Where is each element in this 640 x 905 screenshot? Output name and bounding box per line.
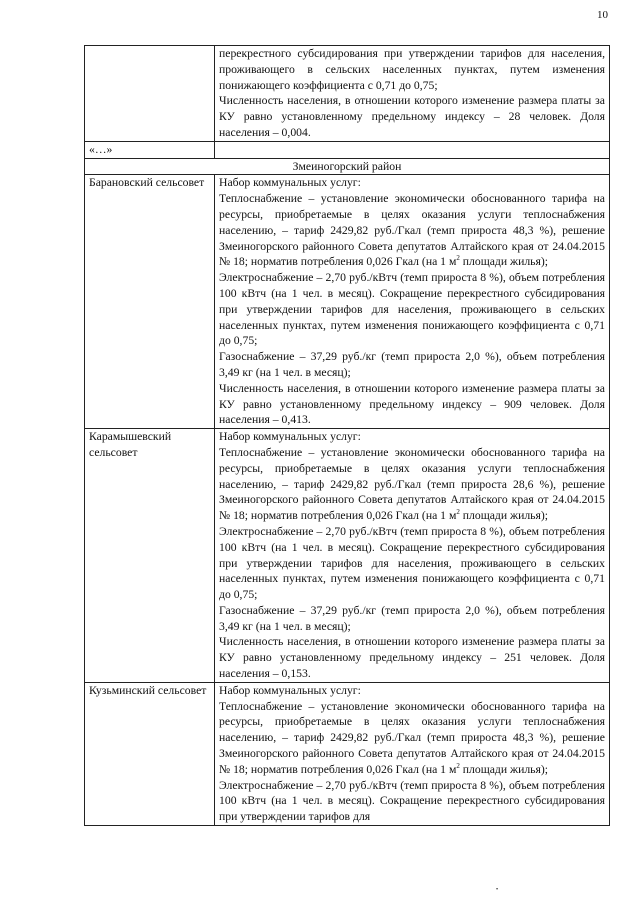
content-cell <box>215 429 610 683</box>
table-row <box>85 429 610 683</box>
ellipsis-row <box>85 141 610 158</box>
paragraph: Набор коммунальных услуг: <box>219 176 361 190</box>
tariff-table <box>84 45 610 826</box>
scan-dot: • <box>496 887 499 893</box>
paragraph: Набор коммунальных услуг: <box>219 430 361 444</box>
ellipsis-cell: «…» <box>85 141 215 158</box>
paragraph: перекрестного субсидирования при утверждении тарифов для населения, проживающего в сельских населенных пунктах, путем изменения понижающего коэффициента с 0,71 до 0,75; <box>219 47 605 92</box>
paragraph: Электроснабжение – 2,70 руб./кВтч (темп прироста 8 %), объем потребления 100 кВтч (на 1 чел. в месяц). Сокращение перекрестного субсидирования при утверждении тарифов для <box>219 778 605 824</box>
paragraph: Теплоснабжение – установление экономически обоснованного тарифа на ресурсы, приобретаемые в целях оказания услуги теплоснабжения населению, – тариф 2429,82 руб./Гкал (темп прироста 48,3 %), решение Змеиногорского районного Совета депутатов Алтайского края от 24.04.2015 № 18; норматив потребления 0,026 Гкал (на 1 $м^2$ площади жилья); <box>219 699 605 776</box>
paragraph: Газоснабжение – 37,29 руб./кг (темп прироста 2,0 %), объем потребления 3,49 кг (на 1 чел. в месяц); <box>219 350 605 379</box>
settlement-name: Барановский сельсовет <box>85 175 215 429</box>
content-cell <box>215 175 610 429</box>
paragraph: Численность населения, в отношении которого изменение размера платы за КУ равно установленному предельному индексу – 28 человек. Доля населения – 0,004. <box>219 94 605 139</box>
table-row <box>85 175 610 429</box>
paragraph: Электроснабжение – 2,70 руб./кВтч (темп прироста 8 %), объем потребления 100 кВтч (на 1 чел. в месяц). Сокращение перекрестного субсидирования при утверждении тарифов для населения, проживающего в сельских населенных пунктах, путем изменения понижающего коэффициента с 0,71 до 0,75; <box>219 524 605 602</box>
settlement-name: Кузьминский сельсовет <box>85 682 215 825</box>
district-heading: Змеиногорский район <box>85 158 610 175</box>
paragraph: Электроснабжение – 2,70 руб./кВтч (темп прироста 8 %), объем потребления 100 кВтч (на 1 чел. в месяц). Сокращение перекрестного субсидирования при утверждении тарифов для населения, проживающего в сельских населенных пунктах, путем изменения понижающего коэффициента с 0,71 до 0,75; <box>219 271 605 348</box>
content-cell <box>215 46 610 142</box>
district-heading-row <box>85 158 610 175</box>
paragraph: Теплоснабжение – установление экономически обоснованного тарифа на ресурсы, приобретаемые в целях оказания услуги теплоснабжения населению, – тариф 2429,82 руб./Гкал (темп прироста 48,3 %), решение Змеиногорского районного Совета депутатов Алтайского края от 24.04.2015 № 18; норматив потребления 0,026 Гкал (на 1 $м^2$ площади жилья); <box>219 192 605 269</box>
paragraph: Численность населения, в отношении которого изменение размера платы за КУ равно установленному предельному индексу – 909 человек. Доля населения – 0,413. <box>219 381 605 427</box>
paragraph: Теплоснабжение – установление экономически обоснованного тарифа на ресурсы, приобретаемые в целях оказания услуги теплоснабжения населению, – тариф 2429,82 руб./Гкал (темп прироста 28,6 %), решение Змеиногорского районного Совета депутатов Алтайского края от 24.04.2015 № 18; норматив потребления 0,026 Гкал (на 1 $м^2$ площади жилья); <box>219 445 605 523</box>
settlement-name: Карамышевский сельсовет <box>85 429 215 683</box>
name-cell <box>85 46 215 142</box>
paragraph: Газоснабжение – 37,29 руб./кг (темп прироста 2,0 %), объем потребления 3,49 кг (на 1 чел. в месяц); <box>219 603 605 633</box>
content-cell <box>215 682 610 825</box>
table-row <box>85 682 610 825</box>
paragraph: Набор коммунальных услуг: <box>219 683 361 697</box>
paragraph: Численность населения, в отношении которого изменение размера платы за КУ равно установленному предельному индексу – 251 человек. Доля населения – 0,153. <box>219 635 605 681</box>
table-row <box>85 46 610 142</box>
page-number: 10 <box>597 9 608 21</box>
